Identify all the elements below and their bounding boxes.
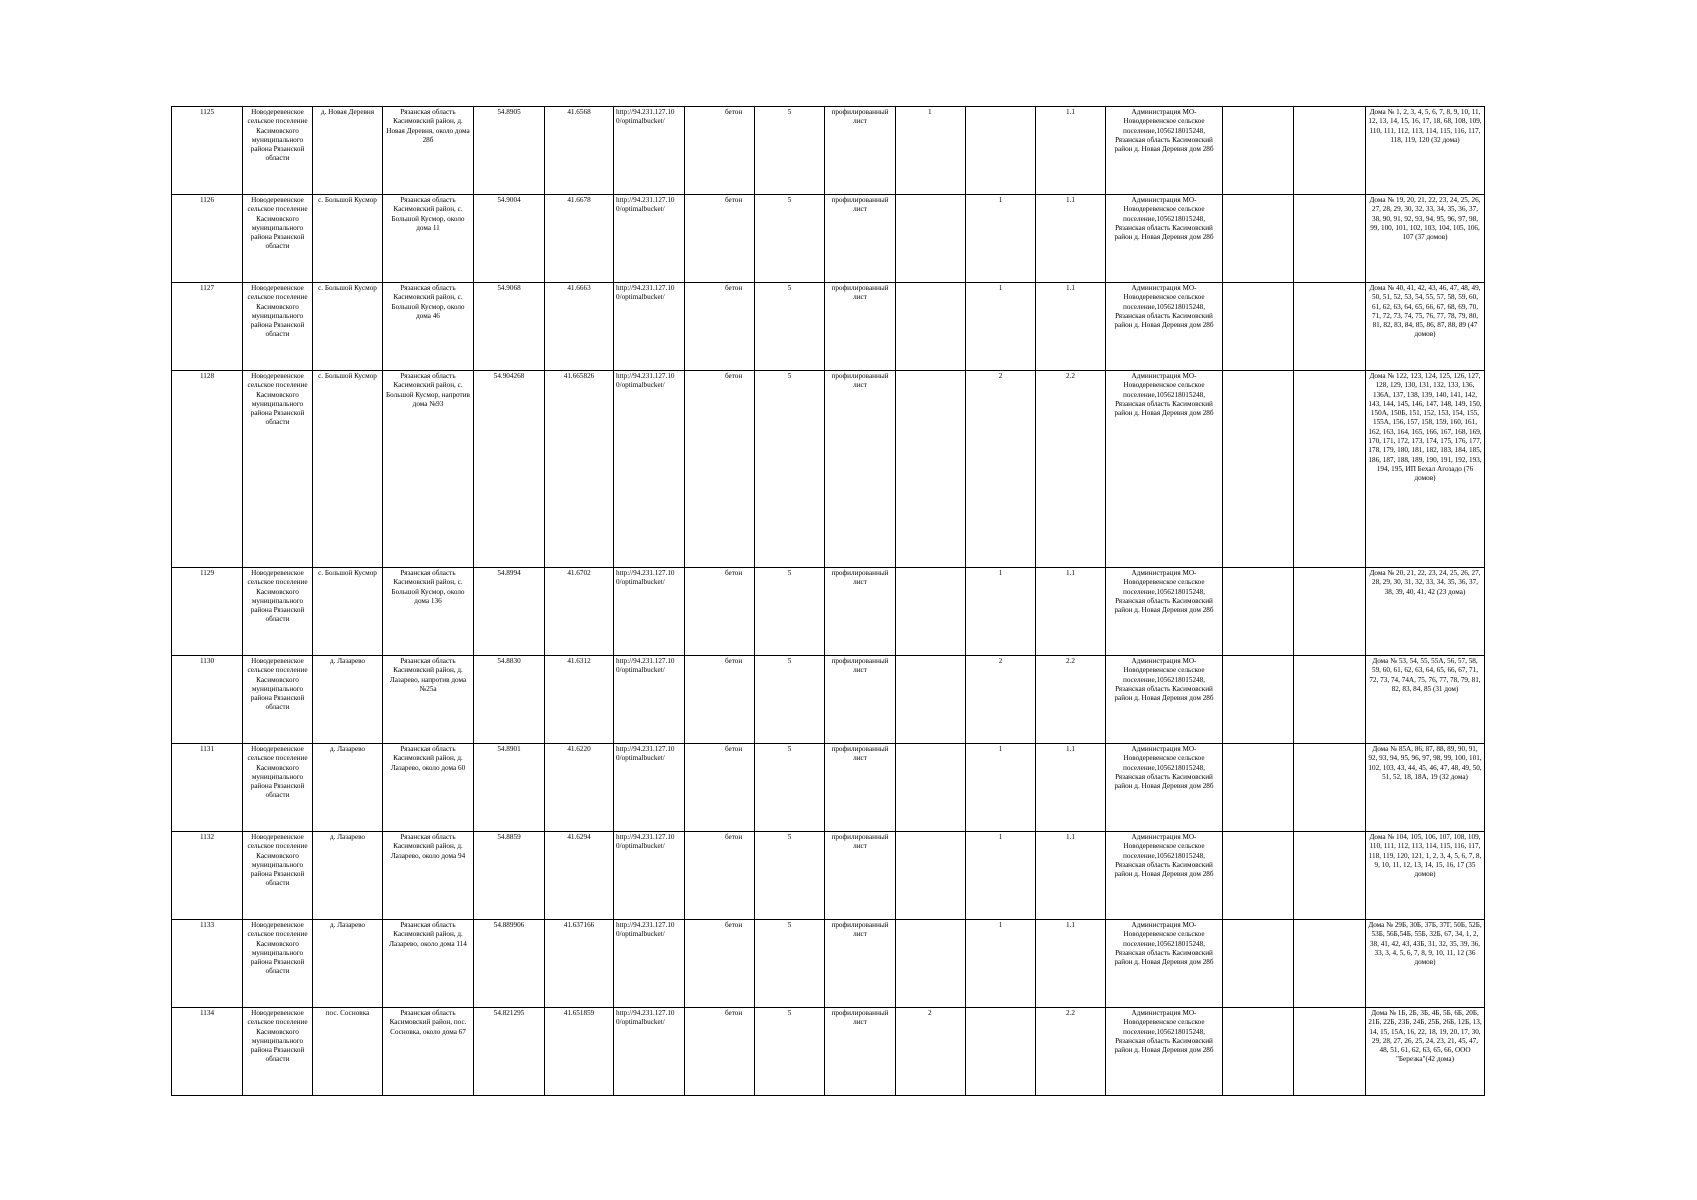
latitude-cell: 54.8994: [474, 568, 545, 656]
settlement-cell: Новодеревенское сельское поселение Касимовского муниципального района Рязанской области: [243, 832, 313, 920]
row-number: 1129: [172, 568, 243, 656]
containers-a-cell: [896, 283, 966, 371]
link-cell: http://94.231.127.10 0/optimalbucket/: [614, 195, 685, 283]
latitude-cell: 54.9068: [474, 283, 545, 371]
volume-cell: 2.2: [1036, 371, 1106, 568]
latitude-cell: 54.8859: [474, 832, 545, 920]
fence-cell: профилированный лист: [825, 107, 896, 195]
table-row: [172, 832, 1485, 920]
locality-cell: с. Большой Кусмор: [313, 195, 383, 283]
longitude-cell: 41.6312: [545, 656, 614, 744]
extra-cell: [1223, 656, 1294, 744]
sources-cell: Дома № 104, 105, 106, 107, 108, 109, 110, 111, 112, 113, 114, 115, 116, 117, 118, 119, 120, 121, 1, 2, 3, 4, 5, 6, 7, 8, 9, 10, 11, 12, 13, 14, 15, 16, 17 (35 домов): [1366, 832, 1485, 920]
sources-cell: Дома № 1, 2, 3, 4, 5, 6, 7, 8, 9, 10, 11, 12, 13, 14, 15, 16, 17, 18, 68, 108, 109, 110, 111, 112, 113, 114, 115, 116, 117, 118, 119, 120 (32 дома): [1366, 107, 1485, 195]
area-cell: 5: [755, 107, 825, 195]
area-cell: 5: [755, 568, 825, 656]
locality-cell: д. Новая Деревня: [313, 107, 383, 195]
containers-b-cell: 2: [966, 371, 1036, 568]
sources-cell: Дома № 122, 123, 124, 125, 126, 127, 128, 129, 130, 131, 132, 133, 136, 136А, 137, 138, 139, 140, 141, 142, 143, 144, 145, 146, 147, 148, 149, 150, 150А, 150Б, 151, 152, 153, 154, 155, 155А, 156, 157, 158, 159, 160, 161, 162, 163, 164, 165, 166, 167, 168, 169, 170, 171, 172, 173, 174, 175, 176, 177, 178, 179, 180, 181, 182, 183, 184, 185, 186, 187, 188, 189, 190, 191, 192, 193, 194, 195, ИП Бехал Агозадо (76 домов): [1366, 371, 1485, 568]
containers-a-cell: 1: [896, 107, 966, 195]
sources-cell: Дома № 19, 20, 21, 22, 23, 24, 25, 26, 27, 28, 29, 30, 32, 33, 34, 35, 36, 37, 38, 90, 91, 92, 93, 94, 95, 96, 97, 98, 99, 100, 101, 102, 103, 104, 105, 106, 107 (37 домов): [1366, 195, 1485, 283]
surface-cell: бетон: [685, 832, 755, 920]
extra-cell: [1223, 744, 1294, 832]
containers-b-cell: [966, 1008, 1036, 1096]
link-cell: http://94.231.127.10 0/optimalbucket/: [614, 568, 685, 656]
address-cell: Рязанская область Касимовский район, д. Лазарево, около дома 94: [383, 832, 474, 920]
row-number: 1128: [172, 371, 243, 568]
locality-cell: с. Большой Кусмор: [313, 283, 383, 371]
extra2-cell: [1294, 371, 1366, 568]
owner-cell: Администрация МО-Новодеревенское сельское поселение,1056218015248, Рязанская область Касимовский район д. Новая Деревня дом 28б: [1106, 283, 1223, 371]
settlement-cell: Новодеревенское сельское поселение Касимовского муниципального района Рязанской области: [243, 283, 313, 371]
row-number: 1125: [172, 107, 243, 195]
area-cell: 5: [755, 195, 825, 283]
volume-cell: 1.1: [1036, 744, 1106, 832]
link-cell: http://94.231.127.10 0/optimalbucket/: [614, 832, 685, 920]
volume-cell: 2.2: [1036, 656, 1106, 744]
address-cell: Рязанская область Касимовский район, д. Новая Деревня, около дома 28б: [383, 107, 474, 195]
link-cell: http://94.231.127.10 0/optimalbucket/: [614, 107, 685, 195]
fence-cell: профилированный лист: [825, 832, 896, 920]
address-cell: Рязанская область Касимовский район, д. Лазарево, около дома 114: [383, 920, 474, 1008]
extra2-cell: [1294, 832, 1366, 920]
link-cell: http://94.231.127.10 0/optimalbucket/: [614, 1008, 685, 1096]
locality-cell: д. Лазарево: [313, 832, 383, 920]
surface-cell: бетон: [685, 656, 755, 744]
table-row: [172, 920, 1485, 1008]
link-cell: http://94.231.127.10 0/optimalbucket/: [614, 283, 685, 371]
sources-cell: Дома № 85А, 86, 87, 88, 89, 90, 91, 92, 93, 94, 95, 96, 97, 98, 99, 100, 101, 102, 103, 43, 44, 45, 46, 47, 48, 49, 50, 51, 52, 18, 18А, 19 (32 дома): [1366, 744, 1485, 832]
area-cell: 5: [755, 832, 825, 920]
volume-cell: 1.1: [1036, 195, 1106, 283]
extra2-cell: [1294, 568, 1366, 656]
sources-cell: Дома № 1Б, 2Б, 3Б, 4Б, 5Б, 6Б, 20Б, 21Б, 22Б, 23Б, 24Б, 25Б, 26Б, 12Б, 13, 14, 15, 15А, 16, 22, 18, 19, 20, 17, 30, 29, 28, 27, 26, 25, 24, 23, 21, 45, 47, 48, 51, 61, 62, 63, 65, 66, ООО "Березка"(42 дома): [1366, 1008, 1485, 1096]
settlement-cell: Новодеревенское сельское поселение Касимовского муниципального района Рязанской области: [243, 568, 313, 656]
containers-a-cell: [896, 744, 966, 832]
extra2-cell: [1294, 1008, 1366, 1096]
longitude-cell: 41.665826: [545, 371, 614, 568]
row-number: 1132: [172, 832, 243, 920]
fence-cell: профилированный лист: [825, 656, 896, 744]
owner-cell: Администрация МО-Новодеревенское сельское поселение,1056218015248, Рязанская область Касимовский район д. Новая Деревня дом 28б: [1106, 568, 1223, 656]
owner-cell: Администрация МО-Новодеревенское сельское поселение,1056218015248, Рязанская область Касимовский район д. Новая Деревня дом 28б: [1106, 107, 1223, 195]
row-number: 1133: [172, 920, 243, 1008]
fence-cell: профилированный лист: [825, 1008, 896, 1096]
surface-cell: бетон: [685, 283, 755, 371]
link-cell: http://94.231.127.10 0/optimalbucket/: [614, 744, 685, 832]
registry-rows: [172, 107, 1485, 1096]
table-row: [172, 107, 1485, 195]
locality-cell: с. Большой Кусмор: [313, 568, 383, 656]
fence-cell: профилированный лист: [825, 371, 896, 568]
containers-b-cell: 1: [966, 920, 1036, 1008]
latitude-cell: 54.8905: [474, 107, 545, 195]
locality-cell: д. Лазарево: [313, 656, 383, 744]
containers-b-cell: 1: [966, 195, 1036, 283]
surface-cell: бетон: [685, 568, 755, 656]
extra2-cell: [1294, 656, 1366, 744]
containers-b-cell: [966, 107, 1036, 195]
settlement-cell: Новодеревенское сельское поселение Касимовского муниципального района Рязанской области: [243, 107, 313, 195]
latitude-cell: 54.8830: [474, 656, 545, 744]
volume-cell: 1.1: [1036, 920, 1106, 1008]
volume-cell: 1.1: [1036, 283, 1106, 371]
address-cell: Рязанская область Касимовский район, д. Лазарево, около дома 60: [383, 744, 474, 832]
locality-cell: д. Лазарево: [313, 744, 383, 832]
containers-a-cell: [896, 656, 966, 744]
address-cell: Рязанская область Касимовский район, пос. Сосновка, около дома 67: [383, 1008, 474, 1096]
surface-cell: бетон: [685, 107, 755, 195]
volume-cell: 1.1: [1036, 568, 1106, 656]
extra2-cell: [1294, 107, 1366, 195]
locality-cell: с. Большой Кусмор: [313, 371, 383, 568]
fence-cell: профилированный лист: [825, 920, 896, 1008]
fence-cell: профилированный лист: [825, 568, 896, 656]
address-cell: Рязанская область Касимовский район, д. Лазарево, напротив дома №25а: [383, 656, 474, 744]
extra2-cell: [1294, 283, 1366, 371]
row-number: 1134: [172, 1008, 243, 1096]
settlement-cell: Новодеревенское сельское поселение Касимовского муниципального района Рязанской области: [243, 1008, 313, 1096]
extra-cell: [1223, 1008, 1294, 1096]
row-number: 1130: [172, 656, 243, 744]
registry-table: [171, 106, 1485, 1096]
settlement-cell: Новодеревенское сельское поселение Касимовского муниципального района Рязанской области: [243, 656, 313, 744]
area-cell: 5: [755, 283, 825, 371]
table-row: [172, 283, 1485, 371]
address-cell: Рязанская область Касимовский район, с. Большой Кусмор, напротив дома №93: [383, 371, 474, 568]
link-cell: http://94.231.127.10 0/optimalbucket/: [614, 371, 685, 568]
latitude-cell: 54.821295: [474, 1008, 545, 1096]
link-cell: http://94.231.127.10 0/optimalbucket/: [614, 656, 685, 744]
containers-b-cell: 1: [966, 832, 1036, 920]
extra-cell: [1223, 920, 1294, 1008]
latitude-cell: 54.889906: [474, 920, 545, 1008]
extra-cell: [1223, 283, 1294, 371]
row-number: 1127: [172, 283, 243, 371]
extra-cell: [1223, 195, 1294, 283]
extra2-cell: [1294, 195, 1366, 283]
area-cell: 5: [755, 744, 825, 832]
longitude-cell: 41.6568: [545, 107, 614, 195]
extra-cell: [1223, 568, 1294, 656]
fence-cell: профилированный лист: [825, 195, 896, 283]
volume-cell: 1.1: [1036, 107, 1106, 195]
volume-cell: 2.2: [1036, 1008, 1106, 1096]
row-number: 1131: [172, 744, 243, 832]
fence-cell: профилированный лист: [825, 744, 896, 832]
latitude-cell: 54.9004: [474, 195, 545, 283]
area-cell: 5: [755, 920, 825, 1008]
owner-cell: Администрация МО-Новодеревенское сельское поселение,1056218015248, Рязанская область Касимовский район д. Новая Деревня дом 28б: [1106, 744, 1223, 832]
extra2-cell: [1294, 920, 1366, 1008]
containers-b-cell: 1: [966, 744, 1036, 832]
containers-a-cell: [896, 832, 966, 920]
area-cell: 5: [755, 656, 825, 744]
longitude-cell: 41.651859: [545, 1008, 614, 1096]
area-cell: 5: [755, 1008, 825, 1096]
containers-b-cell: 1: [966, 283, 1036, 371]
surface-cell: бетон: [685, 920, 755, 1008]
surface-cell: бетон: [685, 744, 755, 832]
extra-cell: [1223, 107, 1294, 195]
table-row: [172, 744, 1485, 832]
owner-cell: Администрация МО-Новодеревенское сельское поселение,1056218015248, Рязанская область Касимовский район д. Новая Деревня дом 28б: [1106, 195, 1223, 283]
link-cell: http://94.231.127.10 0/optimalbucket/: [614, 920, 685, 1008]
longitude-cell: 41.6220: [545, 744, 614, 832]
longitude-cell: 41.6702: [545, 568, 614, 656]
owner-cell: Администрация МО-Новодеревенское сельское поселение,1056218015248, Рязанская область Касимовский район д. Новая Деревня дом 28б: [1106, 371, 1223, 568]
longitude-cell: 41.6294: [545, 832, 614, 920]
settlement-cell: Новодеревенское сельское поселение Касимовского муниципального района Рязанской области: [243, 195, 313, 283]
table-row: [172, 371, 1485, 568]
locality-cell: пос. Сосновка: [313, 1008, 383, 1096]
address-cell: Рязанская область Касимовский район, с. Большой Кусмор, около дома 136: [383, 568, 474, 656]
table-row: [172, 1008, 1485, 1096]
containers-a-cell: 2: [896, 1008, 966, 1096]
containers-b-cell: 2: [966, 656, 1036, 744]
row-number: 1126: [172, 195, 243, 283]
owner-cell: Администрация МО-Новодеревенское сельское поселение,1056218015248, Рязанская область Касимовский район д. Новая Деревня дом 28б: [1106, 1008, 1223, 1096]
longitude-cell: 41.637166: [545, 920, 614, 1008]
volume-cell: 1.1: [1036, 832, 1106, 920]
address-cell: Рязанская область Касимовский район, с. Большой Кусмор, около дома 11: [383, 195, 474, 283]
table-row: [172, 656, 1485, 744]
extra2-cell: [1294, 744, 1366, 832]
extra-cell: [1223, 832, 1294, 920]
fence-cell: профилированный лист: [825, 283, 896, 371]
extra-cell: [1223, 371, 1294, 568]
surface-cell: бетон: [685, 1008, 755, 1096]
containers-a-cell: [896, 371, 966, 568]
latitude-cell: 54.904268: [474, 371, 545, 568]
settlement-cell: Новодеревенское сельское поселение Касимовского муниципального района Рязанской области: [243, 371, 313, 568]
settlement-cell: Новодеревенское сельское поселение Касимовского муниципального района Рязанской области: [243, 744, 313, 832]
sources-cell: Дома № 53, 54, 55, 55А, 56, 57, 58, 59, 60, 61, 62, 63, 64, 65, 66, 67, 71, 72, 73, 74, 74А, 75, 76, 77, 78, 79, 81, 82, 83, 84, 85 (31 дом): [1366, 656, 1485, 744]
containers-b-cell: 1: [966, 568, 1036, 656]
owner-cell: Администрация МО-Новодеревенское сельское поселение,1056218015248, Рязанская область Касимовский район д. Новая Деревня дом 28б: [1106, 832, 1223, 920]
longitude-cell: 41.6678: [545, 195, 614, 283]
sources-cell: Дома № 20, 21, 22, 23, 24, 25, 26, 27, 28, 29, 30, 31, 32, 33, 34, 35, 36, 37, 38, 39, 40, 41, 42 (23 дома): [1366, 568, 1485, 656]
longitude-cell: 41.6663: [545, 283, 614, 371]
sources-cell: Дома № 29Б, 30Б, 37Б, 37Г, 50Б, 52Б, 53Б, 56Б,54Б, 55Б, 32Б, 67, 34, 1, 2, 38, 41, 42, 43, 43Б, 31, 32, 35, 39, 36, 33, 3, 4, 5, 6, 7, 8, 9, 10, 11, 12 (36 домов): [1366, 920, 1485, 1008]
table-row: [172, 195, 1485, 283]
surface-cell: бетон: [685, 195, 755, 283]
containers-a-cell: [896, 195, 966, 283]
containers-a-cell: [896, 920, 966, 1008]
containers-a-cell: [896, 568, 966, 656]
latitude-cell: 54.8901: [474, 744, 545, 832]
area-cell: 5: [755, 371, 825, 568]
address-cell: Рязанская область Касимовский район, с. Большой Кусмор, около дома 46: [383, 283, 474, 371]
sources-cell: Дома № 40, 41, 42, 43, 46, 47, 48, 49, 50, 51, 52, 53, 54, 55, 57, 58, 59, 60, 61, 62, 63, 64, 65, 66, 67, 68, 69, 70, 71, 72, 73, 74, 75, 76, 77, 78, 79, 80, 81, 82, 83, 84, 85, 86, 87, 88, 89 (47 домов): [1366, 283, 1485, 371]
locality-cell: д. Лазарево: [313, 920, 383, 1008]
owner-cell: Администрация МО-Новодеревенское сельское поселение,1056218015248, Рязанская область Касимовский район д. Новая Деревня дом 28б: [1106, 656, 1223, 744]
settlement-cell: Новодеревенское сельское поселение Касимовского муниципального района Рязанской области: [243, 920, 313, 1008]
surface-cell: бетон: [685, 371, 755, 568]
table-row: [172, 568, 1485, 656]
owner-cell: Администрация МО-Новодеревенское сельское поселение,1056218015248, Рязанская область Касимовский район д. Новая Деревня дом 28б: [1106, 920, 1223, 1008]
